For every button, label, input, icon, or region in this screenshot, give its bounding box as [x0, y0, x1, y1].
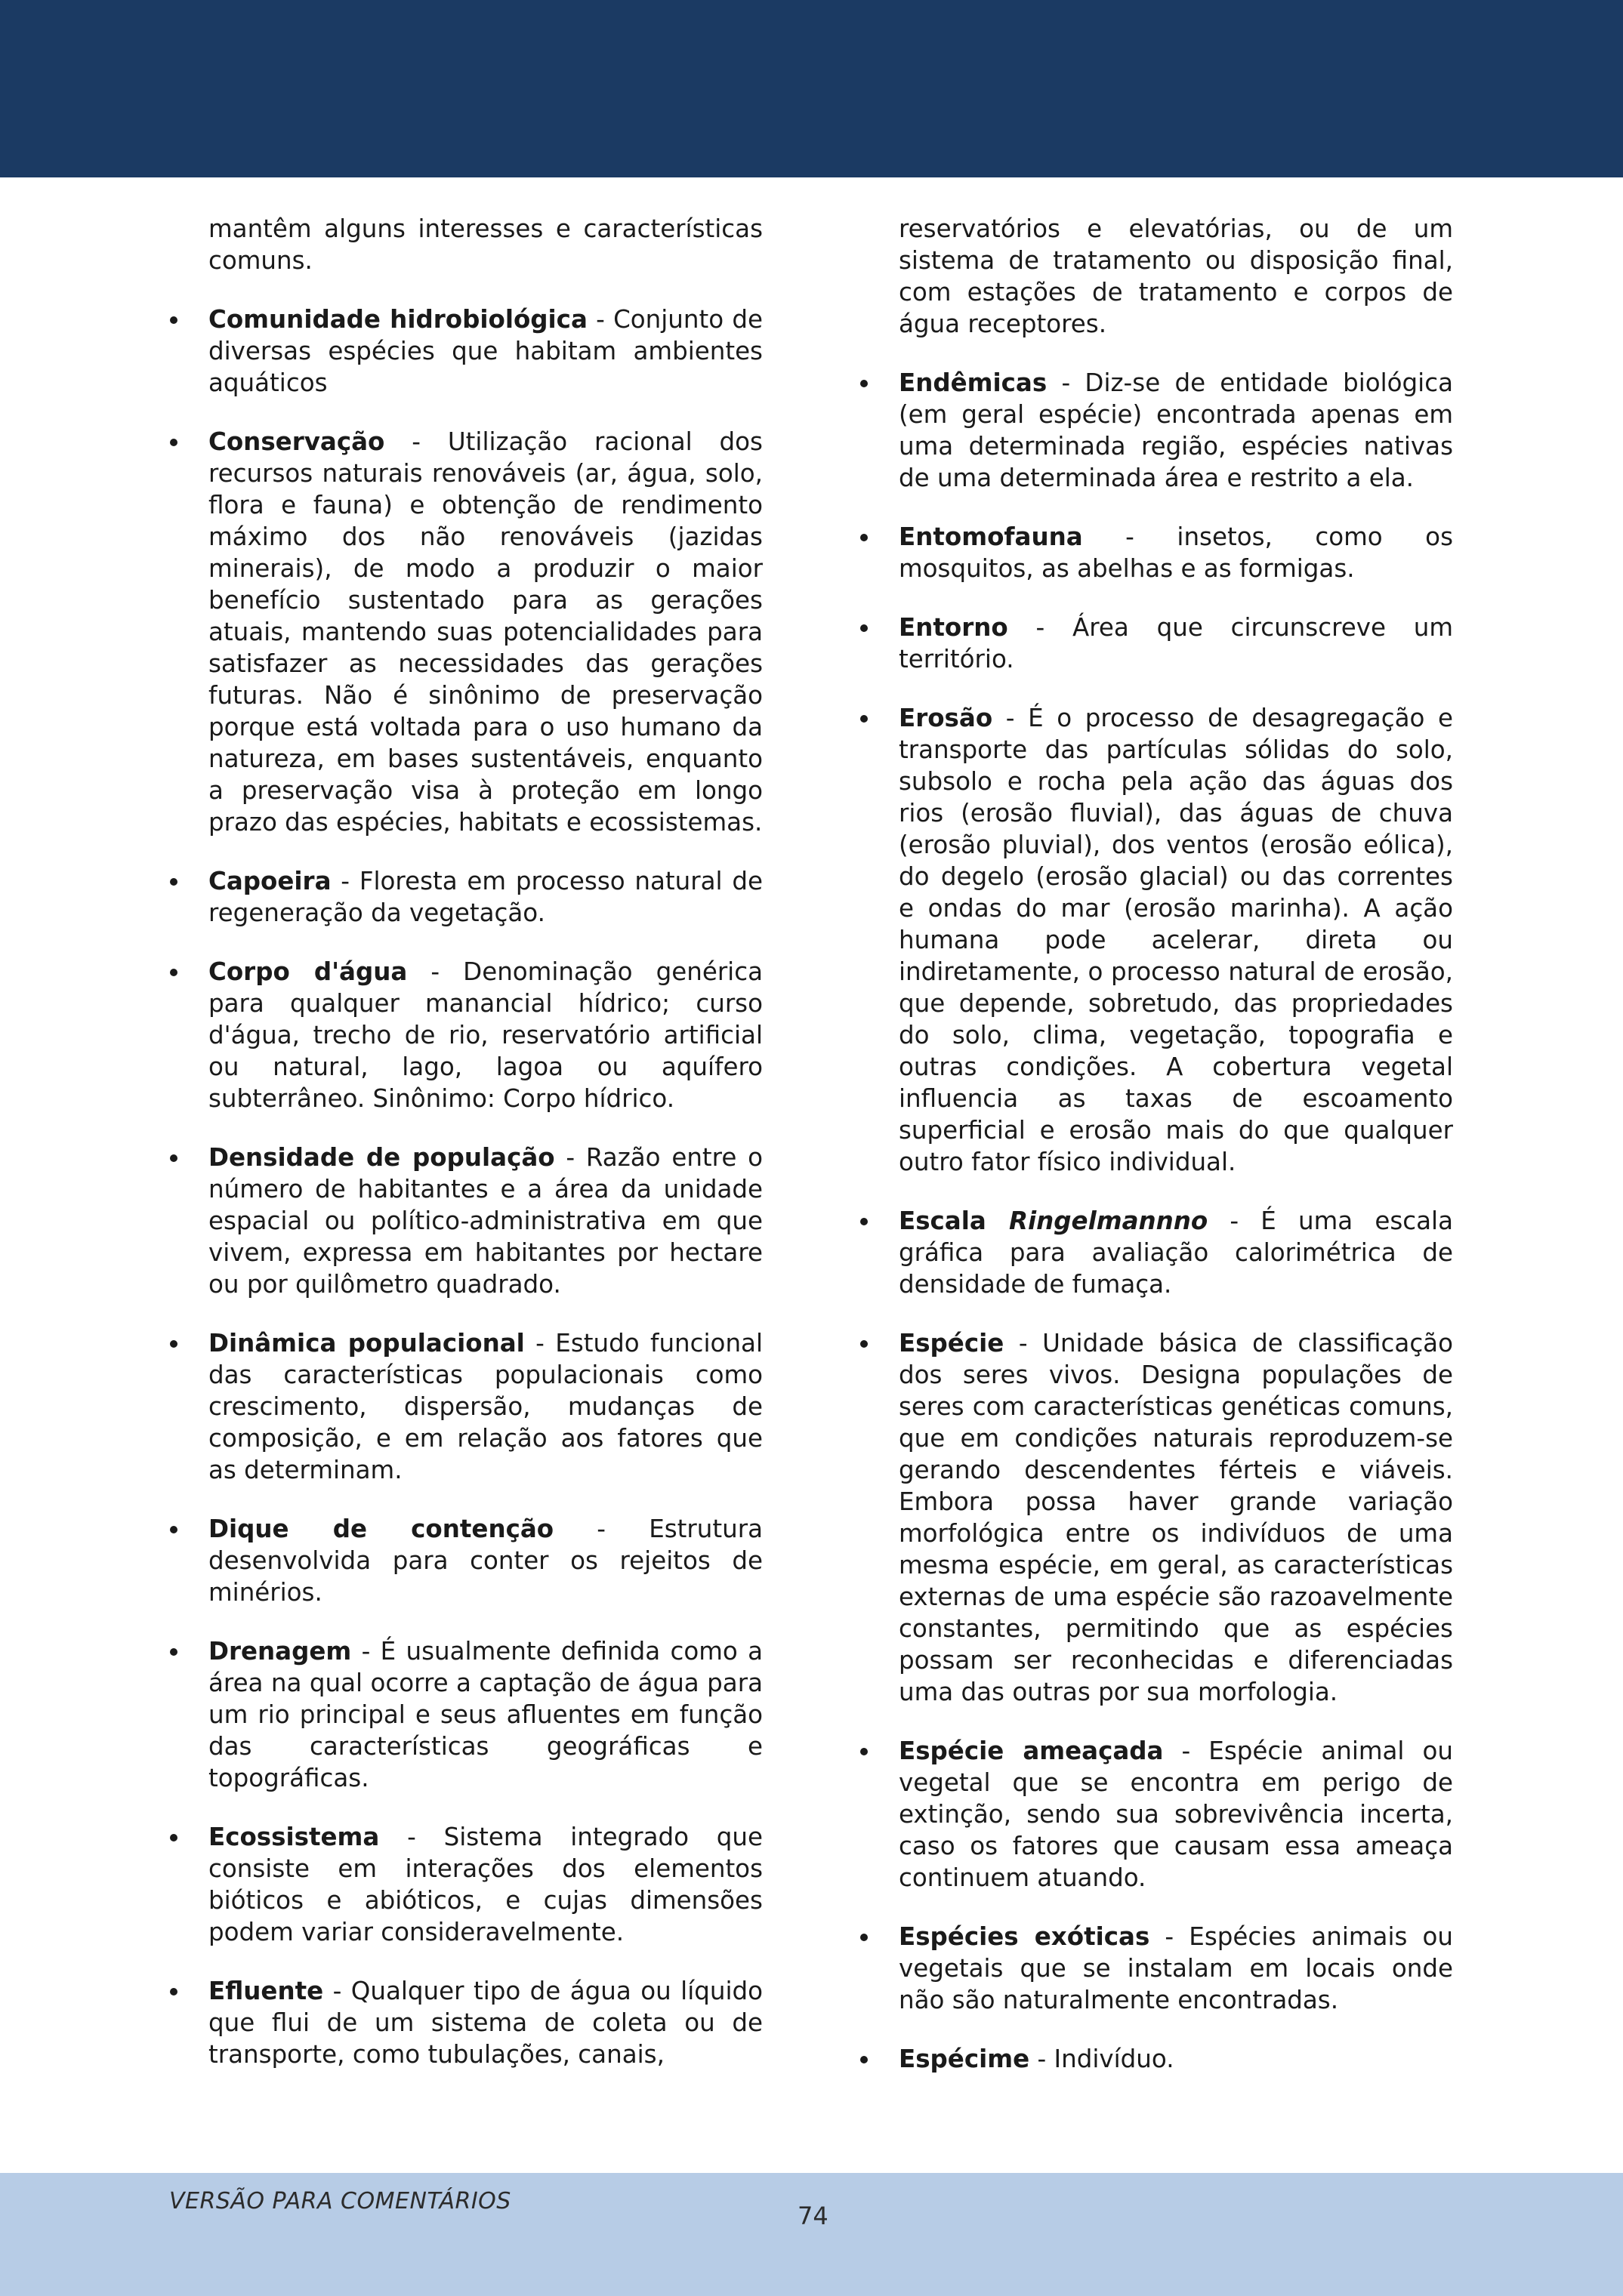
glossary-definition: - Unidade básica de classificação dos seres vivos. Designa populações de seres com características genéticas comuns, que em condições naturais reproduzem-se gerando descendentes férteis e viáveis. Embora possa haver grande variação morfológica entre os indivíduos de uma mesma espécie, em geral, as características externas de uma espécie são razoavelmente constantes, permitindo que as espécies possam ser reconhecidas e diferenciadas uma das outras por sua morfologia.: [899, 1329, 1453, 1706]
glossary-term: Capoeira: [208, 867, 332, 895]
glossary-term-italic: Ringelmannno: [1008, 1207, 1208, 1235]
glossary-entry: [899, 702, 1453, 1178]
footer-label: VERSÃO PARA COMENTÁRIOS: [169, 2188, 511, 2214]
glossary-definition: - Indivíduo.: [1029, 2045, 1174, 2073]
glossary-entry: [899, 2043, 1453, 2075]
glossary-entry: [899, 1205, 1453, 1300]
glossary-term: Efluente: [208, 1977, 324, 2005]
glossary-definition: - Sistema integrado que consiste em interações dos elementos bióticos e abióticos, e cujas dimensões podem variar consideravelmente.: [208, 1823, 763, 1946]
glossary-entry: [208, 1327, 763, 1486]
glossary-definition: - Área que circunscreve um território.: [899, 613, 1453, 673]
glossary-entry: [899, 612, 1453, 675]
left-column: [208, 213, 763, 2070]
glossary-definition: - Denominação genérica para qualquer manancial hídrico; curso d'água, trecho de rio, reservatório artificial ou natural, lago, lagoa ou aquífero subterrâneo. Sinônimo: Corpo hídrico.: [208, 957, 763, 1113]
glossary-entry: [208, 865, 763, 929]
glossary-entry: [208, 1635, 763, 1794]
glossary-term: Entorno: [899, 613, 1008, 642]
glossary-definition: - Conjunto de diversas espécies que habitam ambientes aquáticos: [208, 305, 763, 397]
continuation-text: reservatórios e elevatórias, ou de um sistema de tratamento ou disposição final, com estações de tratamento e corpos de água receptores.: [899, 214, 1453, 338]
glossary-definition: - É o processo de desagregação e transporte das partículas sólidas do solo, subsolo e rocha pela ação das águas dos rios (erosão fluvial), das águas de chuva (erosão pluvial), dos ventos (erosão eólica), do degelo (erosão glacial) ou das correntes e ondas do mar (erosão marinha). A ação humana pode acelerar, direta ou indiretamente, o processo natural de erosão, que depende, sobretudo, das propriedades do solo, clima, vegetação, topografia e outras condições. A cobertura vegetal influencia as taxas de escoamento superficial e erosão mais do que qualquer outro fator físico individual.: [899, 704, 1453, 1176]
glossary-definition: - Floresta em processo natural de regeneração da vegetação.: [208, 867, 763, 927]
glossary-entry: [899, 1921, 1453, 2016]
glossary-definition: - Estudo funcional das características populacionais como crescimento, dispersão, mudanças de composição, e em relação aos fatores que as determinam.: [208, 1329, 763, 1484]
glossary-term: Erosão: [899, 704, 993, 732]
glossary-term: Corpo d'água: [208, 957, 408, 986]
glossary-definition: - Espécies animais ou vegetais que se instalam em locais onde não são naturalmente encontradas.: [899, 1922, 1454, 2014]
glossary-entry: [208, 956, 763, 1114]
glossary-term: Dinâmica populacional: [208, 1329, 525, 1358]
glossary-term: Escala: [899, 1207, 1009, 1235]
glossary-entry: [899, 367, 1453, 494]
glossary-entry: [208, 426, 763, 838]
glossary-definition: - Razão entre o número de habitantes e a área da unidade espacial ou político-administrativa em que vivem, expressa em habitantes por hectare ou por quilômetro quadrado.: [208, 1143, 763, 1299]
glossary-entry: [899, 1735, 1453, 1894]
glossary-entry: [208, 304, 763, 399]
glossary-term: Entomofauna: [899, 522, 1083, 551]
glossary-term: Dique de contenção: [208, 1515, 554, 1543]
glossary-term: Espécie: [899, 1329, 1004, 1358]
glossary-definition: - Espécie animal ou vegetal que se encontra em perigo de extinção, sendo sua sobrevivência incerta, caso os fatores que causam essa ameaça continuem atuando.: [899, 1737, 1453, 1892]
glossary-list: [208, 304, 763, 2070]
glossary-definition: - Diz-se de entidade biológica (em geral espécie) encontrada apenas em uma determinada região, espécies nativas de uma determinada área e restrito a ela.: [899, 368, 1453, 492]
glossary-term: Endêmicas: [899, 368, 1048, 397]
glossary-definition: - É uma escala gráfica para avaliação calorimétrica de densidade de fumaça.: [899, 1207, 1453, 1299]
glossary-term: Espécie ameaçada: [899, 1737, 1164, 1765]
glossary-term: Drenagem: [208, 1637, 352, 1666]
glossary-entry: [208, 1142, 763, 1300]
glossary-definition: - Utilização racional dos recursos naturais renováveis (ar, água, solo, flora e fauna) e obtenção de rendimento máximo dos não renováveis (jazidas minerais), de modo a produzir o maior benefício sustentado para as gerações atuais, mantendo suas potencialidades para satisfazer as necessidades das gerações futuras. Não é sinônimo de preservação porque está voltada para o uso humano da natureza, em bases sustentáveis, enquanto a preservação visa à proteção em longo prazo das espécies, habitats e ecossistemas.: [208, 427, 763, 837]
glossary-entry: [208, 1975, 763, 2070]
glossary-term: Espécime: [899, 2045, 1030, 2073]
glossary-term: Ecossistema: [208, 1823, 380, 1851]
glossary-definition: - É usualmente definida como a área na qual ocorre a captação de água para um rio principal e seus afluentes em função das características geográficas e topográficas.: [208, 1637, 763, 1792]
right-column: [899, 213, 1453, 2075]
glossary-term: Comunidade hidrobiológica: [208, 305, 588, 334]
glossary-entry: [208, 1821, 763, 1948]
glossary-definition: - Estrutura desenvolvida para conter os rejeitos de minérios.: [208, 1515, 763, 1607]
glossary-entry: [899, 521, 1453, 584]
glossary-term: Espécies exóticas: [899, 1922, 1150, 1951]
continuation-text: mantêm alguns interesses e características comuns.: [208, 214, 763, 275]
glossary-entry: [208, 1513, 763, 1608]
glossary-term: Densidade de população: [208, 1143, 555, 1172]
page-number: 74: [798, 2202, 828, 2230]
glossary-entry: [899, 1327, 1453, 1708]
glossary-definition: - Qualquer tipo de água ou líquido que flui de um sistema de coleta ou de transporte, como tubulações, canais,: [208, 1977, 763, 2069]
glossary-list: [899, 367, 1453, 2075]
glossary-definition: - insetos, como os mosquitos, as abelhas e as formigas.: [899, 522, 1453, 583]
glossary-term: Conservação: [208, 427, 385, 456]
header-band: [0, 0, 1623, 177]
